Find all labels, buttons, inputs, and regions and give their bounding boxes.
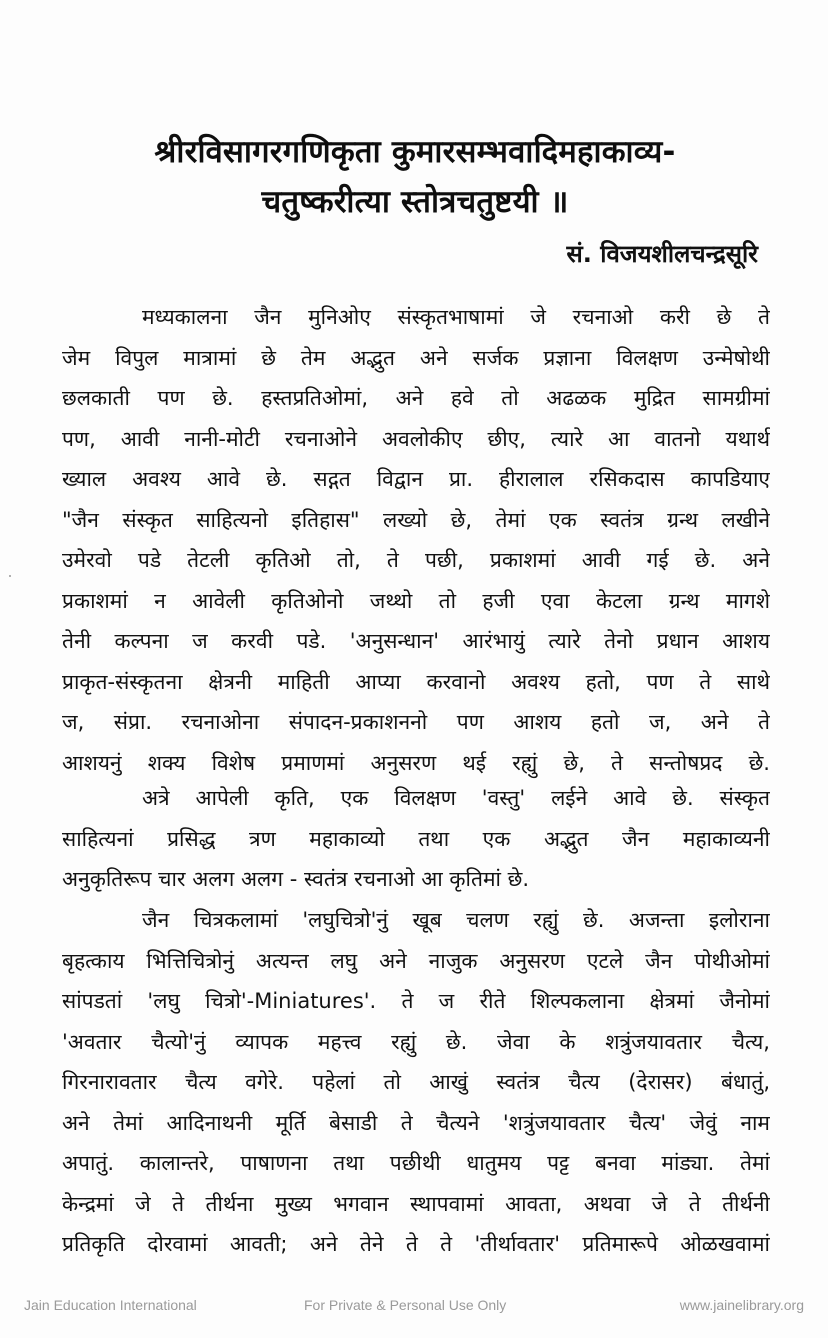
- paragraph-line: उमेरवो पडे तेटली कृतिओ तो, ते पछी, प्रकाशमां आवी गई छे. अने: [62, 548, 770, 572]
- paragraph-line: जेम विपुल मात्रामां छे तेम अद्भुत अने सर्जक प्रज्ञाना विलक्षण उन्मेषोथी: [62, 345, 770, 370]
- paragraph-line: मध्यकालना जैन मुनिओए संस्कृतभाषामां जे रचनाओ करी छे ते: [142, 305, 770, 329]
- paragraph-line: ख्याल अवश्य आवे छे. सद्गत विद्वान प्रा. हीरालाल रसिकदास कापडियाए: [62, 467, 770, 491]
- page-title-line-1: श्रीरविसागरगणिकृता कुमारसम्भवादिमहाकाव्य-: [154, 134, 676, 170]
- paragraph-line: जैन चित्रकलामां 'लघुचित्रो'नुं खूब चलण रह्युं छे. अजन्ता इलोराना: [142, 908, 770, 932]
- paragraph-line: पण, आवी नानी-मोटी रचनाओने अवलोकीए छीए, त्यारे आ वातनो यथार्थ: [62, 426, 770, 451]
- paragraph-line: 'अवतार चैत्यो'नुं व्यापक महत्त्व रह्युं छे. जेवा के शत्रुंजयावतार चैत्य,: [62, 1029, 770, 1054]
- paragraph-line: गिरनारावतार चैत्य वगेरे. पहेलां तो आखुं स्वतंत्र चैत्य (देरासर) बंधातुं,: [62, 1070, 770, 1094]
- paragraph-line: अत्रे आपेली कृति, एक विलक्षण 'वस्तु' लईने आवे छे. संस्कृत: [142, 786, 770, 810]
- scan-artifact-dot: [9, 575, 11, 577]
- paragraph-line: केन्द्रमां जे ते तीर्थना मुख्य भगवान स्थापवामां आवता, अथवा जे ते तीर्थनी: [62, 1191, 770, 1216]
- footer-website-link[interactable]: www.jainelibrary.org: [679, 1297, 804, 1313]
- paragraph-3: [62, 900, 770, 1265]
- footer-usage-notice: For Private & Personal Use Only: [304, 1297, 507, 1313]
- paragraph-line: अनुकृतिरूप चार अलग अलग - स्वतंत्र रचनाओ आ कृतिमां छे.: [62, 867, 530, 891]
- paragraph-line: प्रकाशमां न आवेली कृतिओनो जथ्थो तो हजी एवा केटला ग्रन्थ मागशे: [62, 588, 770, 613]
- paragraph-line: प्रतिकृति दोरवामां आवती; अने तेने ते ते 'तीर्थावतार' प्रतिमारूपे ओळखवामां: [62, 1232, 770, 1256]
- paragraph-line: अने तेमां आदिनाथनी मूर्ति बेसाडी ते चैत्यने 'शत्रुंजयावतार चैत्य' जेवुं नाम: [62, 1110, 770, 1135]
- author-credit: सं. विजयशीलचन्द्रसूरि: [566, 240, 758, 268]
- paragraph-line: अपातुं. कालान्तरे, पाषाणना तथा पछीथी धातुमय पट्ट बनवा मांड्या. तेमां: [62, 1151, 770, 1175]
- paragraph-1: [62, 297, 770, 783]
- paragraph-line: छलकाती पण छे. हस्तप्रतिओमां, अने हवे तो अढळक मुद्रित सामग्रीमां: [62, 386, 770, 410]
- paragraph-line: ज, संप्रा. रचनाओना संपादन-प्रकाशननो पण आशय हतो ज, अने ते: [62, 710, 770, 734]
- paragraph-line: बृहत्काय भित्तिचित्रोनुं अत्यन्त लघु अने नाजुक अनुसरण एटले जैन पोथीओमां: [62, 948, 770, 973]
- paragraph-line: सांपडतां 'लघु चित्रो'-Miniatures'. ते ज रीते शिल्पकलाना क्षेत्रमां जैनोमां: [62, 989, 770, 1013]
- paragraph-line: प्राकृत-संस्कृतना क्षेत्रनी माहिती आप्या करवानो अवश्य हतो, पण ते साथे: [62, 669, 770, 694]
- footer-publisher: Jain Education International: [24, 1297, 197, 1313]
- paragraph-line: "जैन संस्कृत साहित्यनो इतिहास" लख्यो छे, तेमां एक स्वतंत्र ग्रन्थ लखीने: [62, 507, 770, 532]
- paragraph-line: साहित्यनां प्रसिद्ध त्रण महाकाव्यो तथा एक अद्भुत जैन महाकाव्यनी: [62, 826, 770, 851]
- paragraph-line: तेनी कल्पना ज करवी पडे. 'अनुसन्धान' आरंभायुं त्यारे तेनो प्रधान आशय: [62, 629, 770, 653]
- page-title-line-2: चतुष्करीत्या स्तोत्रचतुष्टयी ॥: [261, 184, 569, 220]
- paragraph-line: आशयनुं शक्य विशेष प्रमाणमां अनुसरण थई रह्युं छे, ते सन्तोषप्रद छे.: [62, 750, 770, 775]
- paragraph-2: [62, 778, 770, 900]
